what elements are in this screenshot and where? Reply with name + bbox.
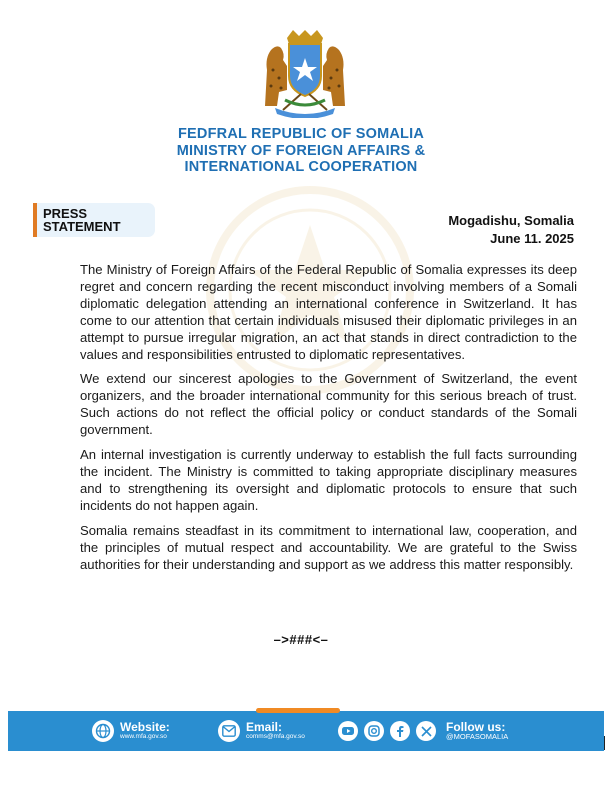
badge-line-2: STATEMENT [43, 219, 121, 234]
globe-icon [92, 720, 114, 742]
end-mark-text: –>###<– [273, 632, 329, 647]
x-icon[interactable] [416, 721, 436, 741]
dateline [448, 212, 574, 248]
ministry-line-1: FEDFRAL REPUBLIC OF SOMALIA [178, 126, 424, 142]
ministry-heading [0, 126, 612, 176]
somalia-coat-of-arms [255, 30, 355, 118]
ministry-line-2: MINISTRY OF FOREIGN AFFAIRS & [176, 142, 426, 159]
dateline-date: June 11. 2025 [490, 231, 574, 246]
ministry-line-3: INTERNATIONAL COOPERATION [184, 159, 418, 175]
press-statement-badge [33, 203, 155, 237]
envelope-icon [218, 720, 240, 742]
end-mark [0, 632, 612, 647]
instagram-icon[interactable] [364, 721, 384, 741]
follow-handle: @MOFASOMALIA [446, 732, 509, 741]
paragraph-3: An internal investigation is currently underway to establish the full facts surrounding the incident. The Ministry is committed to taking appropriate disciplinary measures and to strengthening its oversight and diplomatic protocols to ensure that such incidents do not happen again. [80, 447, 577, 513]
paragraph-1: The Ministry of Foreign Affairs of the Federal Republic of Somalia expresses its deep regret and concern regarding the recent misconduct involving members of a Somali diplomatic delegation attending an international conference in Switzerland. It has come to our attention that certain individuals misused their diplomatic privileges in an attempt to pursue irregular migration, an act that stands in direct contradiction to the values and responsibilities entrusted to diplomatic representatives. [80, 262, 577, 362]
follow-us[interactable] [446, 711, 508, 751]
statement-body [80, 262, 577, 581]
website-link[interactable] [92, 711, 170, 751]
website-value: www.mfa.gov.so [120, 733, 167, 740]
badge-line-1: PRESS [43, 206, 88, 221]
facebook-icon[interactable] [390, 721, 410, 741]
email-value: comms@mfa.gov.so [246, 733, 305, 740]
email-link[interactable] [218, 711, 305, 751]
edge-mark [604, 736, 605, 750]
follow-label: Follow us: [446, 720, 506, 734]
footer-bar [8, 711, 604, 751]
email-label: Email: [246, 720, 283, 734]
website-label: Website: [120, 720, 170, 734]
paragraph-4: Somalia remains steadfast in its commitment to international law, cooperation, and the principles of mutual respect and accountability. We are grateful to the Swiss authorities for their understanding and support as we address this matter responsibly. [80, 522, 577, 572]
dateline-place: Mogadishu, Somalia [448, 213, 574, 228]
youtube-icon[interactable] [338, 721, 358, 741]
paragraph-2: We extend our sincerest apologies to the Government of Switzerland, the event organizers, and the broader international community for this serious breach of trust. Such actions do not reflect the official policy or conduct standards of the Somali government. [80, 371, 577, 438]
